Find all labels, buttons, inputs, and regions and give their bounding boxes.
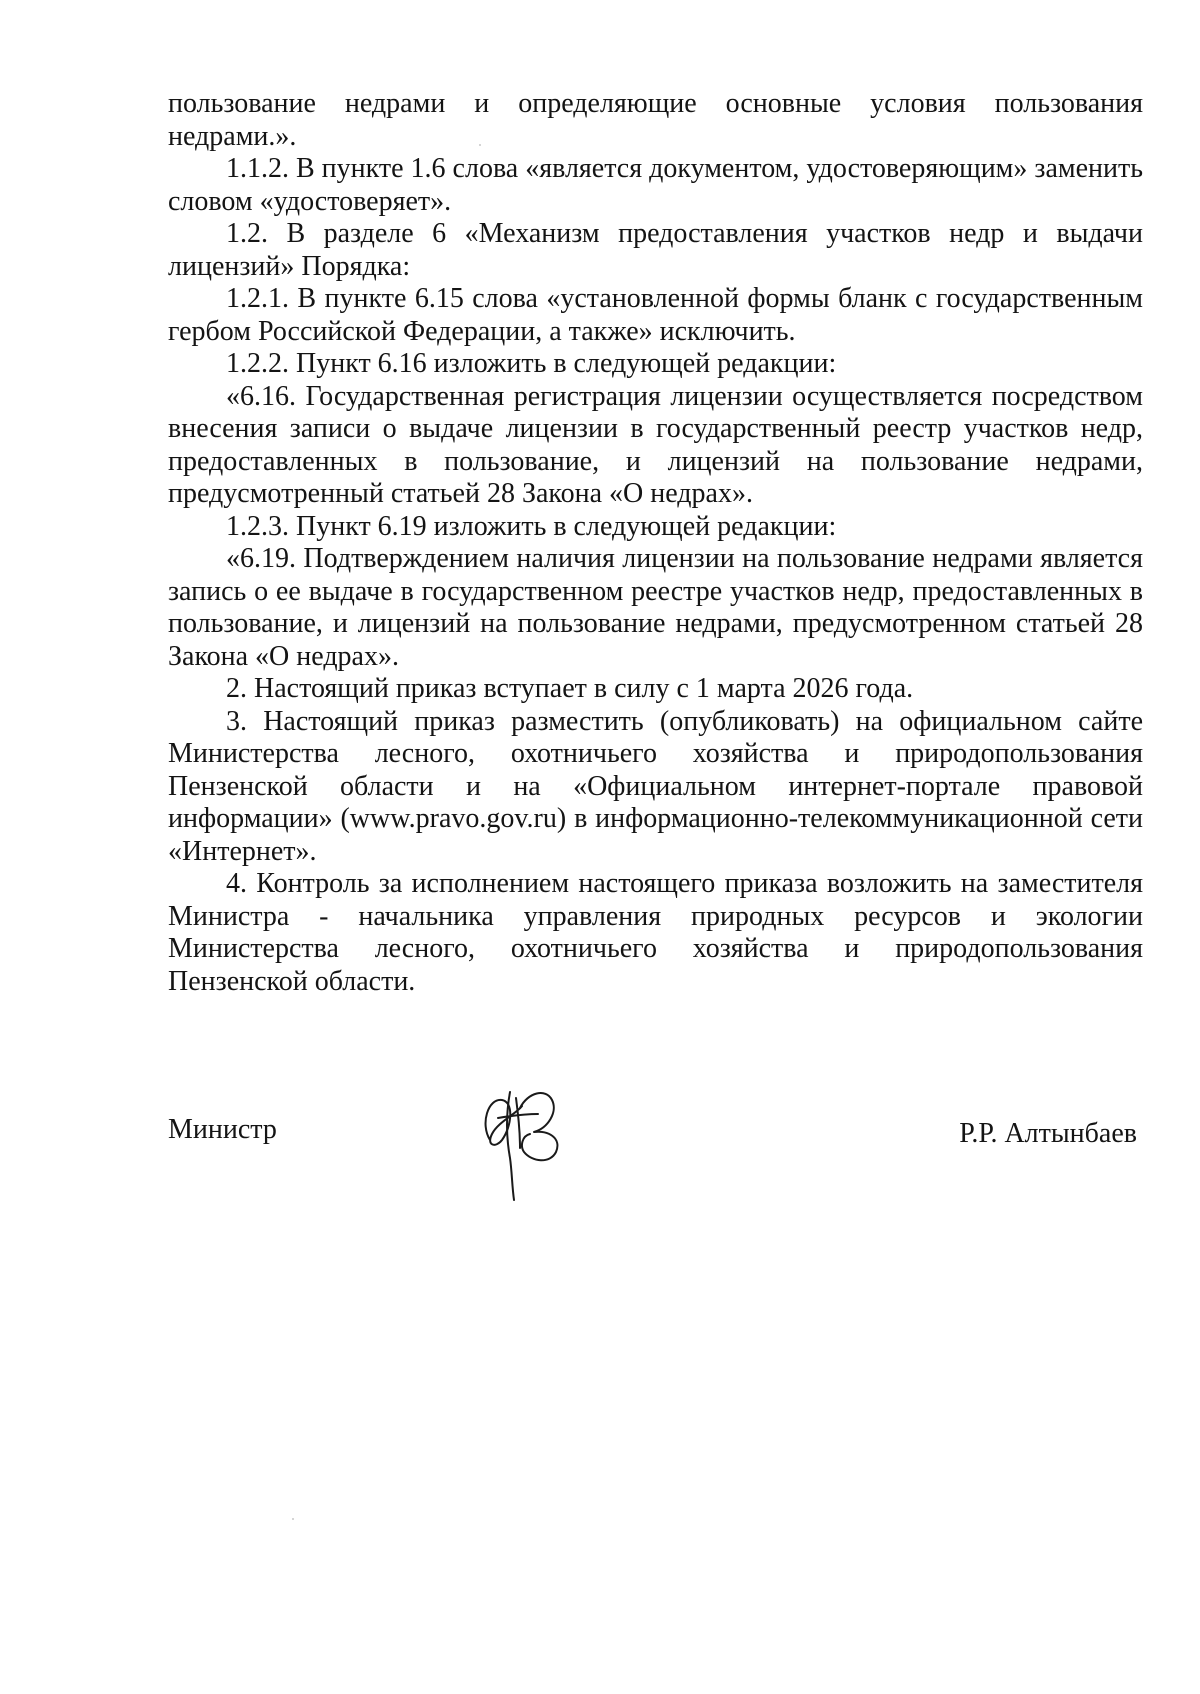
- scan-speck: [479, 144, 481, 146]
- document-body: [168, 88, 1143, 998]
- paragraph-1-1-2: 1.1.2. В пункте 1.6 слова «является документом, удостоверяющим» заменить словом «удостоверяет».: [168, 153, 1144, 217]
- signature-block: [168, 1100, 1143, 1210]
- paragraph-4: 4. Контроль за исполнением настоящего приказа возложить на заместителя Министра - начальника управления природных ресурсов и экологии Министерства лесного, охотничьего хозяйства и природопользования Пензенской области.: [168, 868, 1143, 997]
- paragraph-1-2-3: 1.2.3. Пункт 6.19 изложить в следующей редакции:: [226, 510, 837, 542]
- scan-speck: [292, 1518, 294, 1520]
- signatory-name: Р.Р. Алтынбаев: [959, 1118, 1137, 1149]
- handwritten-signature: [476, 1084, 568, 1206]
- paragraph-continuation: пользование недрами и определяющие основные условия пользования недрами.».: [168, 88, 1143, 152]
- signatory-title: Министр: [168, 1114, 277, 1145]
- paragraph-1-2-2: 1.2.2. Пункт 6.16 изложить в следующей редакции:: [226, 348, 837, 379]
- paragraph-2: 2. Настоящий приказ вступает в силу с 1 марта 2026 года.: [226, 673, 914, 704]
- paragraph-6-19: «6.19. Подтверждением наличия лицензии на пользование недрами является запись о ее выдаче в государственном реестре участков недр, предоставленных в пользование, и лицензий на пользование недрами, предусмотренном статьей 28 Закона «О недрах».: [168, 543, 1143, 672]
- paragraph-6-16: «6.16. Государственная регистрация лицензии осуществляется посредством внесения записи о выдаче лицензии в государственный реестр участков недр, предоставленных в пользование, и лицензий на пользование недрами, предусмотренный статьей 28 Закона «О недрах».: [168, 380, 1143, 509]
- paragraph-3: 3. Настоящий приказ разместить (опубликовать) на официальном сайте Министерства лесного, охотничьего хозяйства и природопользования Пензенской области и на «Официальном интернет-портале правовой информации» (www.pravo.gov.ru) в информационно-телекоммуникационной сети «Интернет».: [168, 705, 1143, 867]
- paragraph-1-2: 1.2. В разделе 6 «Механизм предоставления участков недр и выдачи лицензий» Порядка:: [168, 218, 1143, 282]
- paragraph-1-2-1: 1.2.1. В пункте 6.15 слова «установленной формы бланк с государственным гербом Российской Федерации, а также» исключить.: [168, 283, 1143, 347]
